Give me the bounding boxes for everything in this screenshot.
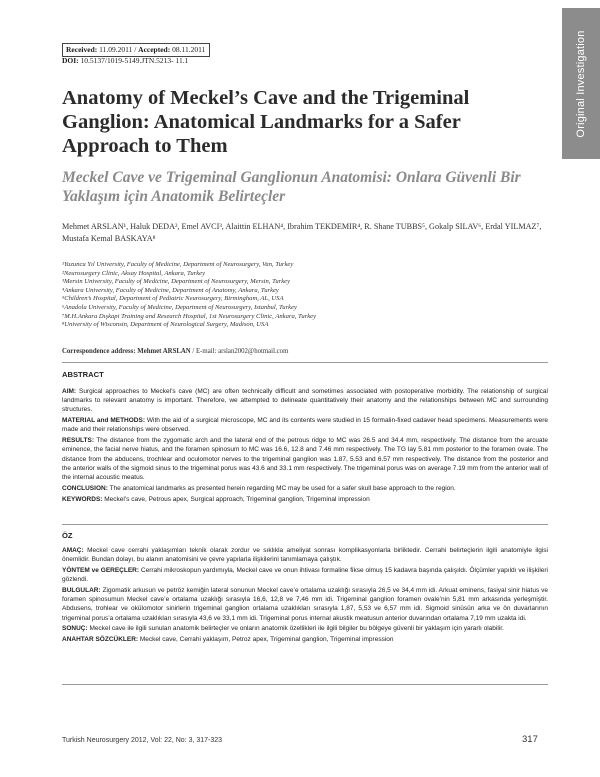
affiliation-item: ⁶Anadolu University, Faculty of Medicine, Department of Neurosurgery, Istanbul, Turkey (62, 303, 297, 311)
abstract-keywords: KEYWORDS: Meckel’s cave, Petrous apex, Surgical approach, Trigeminal ganglion, Trigeminal impression (62, 495, 370, 503)
accepted-label: Accepted: (138, 45, 171, 54)
section-tab (562, 8, 600, 159)
affiliation-item: ¹Yuzuncu Yıl University, Faculty of Medicine, Department of Neurosurgery, Van, Turkey (62, 261, 294, 268)
oz-body (62, 546, 548, 646)
affiliation-item: ⁵Children’s Hospital, Department of Pediatric Neurosurgery, Birmingham, AL, USA (62, 295, 284, 303)
abstract-aim: AIM: Surgical approaches to Meckel’s cave (MC) are often technically difficult and sometimes associated with postoperative morbidity. The relationship of surgical landmarks to relevant anatomy is important. Therefore, we attempted to delineate quantitatively their anatomy and the relationships between MC and surrounding structures. (62, 388, 548, 414)
oz-yontem: YÖNTEM ve GEREÇLER: Cerrahi mikroskopun yardımıyla, Meckel cave ve onun ihtivası formaline fikse olmuş 15 kadavra başında çalışıldı. Ölçümler yapıldı ve ilişkileri gözlendi. (62, 567, 548, 584)
divider (62, 362, 548, 363)
received-accepted-box: Received: 11.09.2011 / Accepted: 08.11.2011 (62, 43, 210, 57)
article-subtitle-turkish: Meckel Cave ve Trigeminal Ganglionun Anatomisi: Onlara Güvenli Bir Yaklaşım için Anatomik Belirteçler (62, 169, 521, 205)
received-date: 11.09.2011 (99, 45, 133, 54)
abstract-conclusion: CONCLUSION: The anatomical landmarks as presented herein regarding MC may be used for a safer skull base approach to the region. (62, 484, 456, 492)
doi-label: DOI: (62, 56, 79, 65)
divider (62, 684, 548, 685)
email-label: E-mail: (196, 348, 217, 355)
abstract-heading: ABSTRACT (62, 370, 104, 379)
oz-heading: ÖZ (62, 531, 73, 540)
doi-value[interactable]: 10.5137/1019-5149.JTN.5213- 11.1 (80, 56, 189, 65)
oz-anahtar: ANAHTAR SÖZCÜKLER: Meckel cave, Cerrahi yaklaşım, Petroz apex, Trigeminal ganglion, Trigeminal impression (62, 636, 394, 644)
doi-line (62, 56, 188, 65)
journal-citation: Turkish Neurosurgery 2012, Vol: 22, No: 3, 317-323 (62, 737, 223, 744)
correspondence-email[interactable]: arslan2002@hotmail.com (218, 348, 289, 355)
affiliation-item: ⁸University of Wisconsin, Department of Neurological Surgery, Madison, USA (62, 321, 269, 329)
correspondence-line: Correspondence address: Mehmet ARSLAN / E-mail: arslan2002@hotmail.com (62, 348, 289, 355)
correspondence-label: Correspondence address: (62, 348, 136, 355)
abstract-body (62, 387, 548, 505)
divider (62, 524, 548, 525)
affiliation-item: ⁴Ankara University, Faculty of Medicine, Department of Anatomy, Ankara, Turkey (62, 286, 279, 294)
article-title: Anatomy of Meckel’s Cave and the Trigeminal Ganglion: Anatomical Landmarks for a Safer Approach to Them (62, 87, 470, 157)
affiliation-item: ²Neurosurgery Clinic, Aksay Hospital, Ankara, Turkey (62, 269, 205, 277)
oz-bulgular: BULGULAR: Zigomatik arkusun ve petröz kemiğin lateral sonunun Meckel cave’e ortalama uzaklığı sırasıyla 26,5 ve 34,4 mm idi. Arkuat eminens, fasiyal sinir hiatus ve foramen spinosumun Meckel cave’e ortalama uzaklığı sırasıyla 16,6, 12,8 ve 7,46 mm idi. Trigeminal ganglion foramen ovale’nin 5,81 mm arkasında yerleşmiştir. Abdusens, trohlear ve okülomotor sinirlerin trigeminal ganglion ortalama uzaklıkları sırasıyla 1,87, 5,53 ve 6,57 mm idi. Sigmoid sinüsün arka ve ön duvarlarının trigeminal porus’a ortalama uzaklıkları sırasıyla 43,6 ve 33,1 mm idi. Trigeminal porus internal akustik meatusun anterior duvarından ortalama 7,19 mm uzakta idi. (62, 587, 548, 622)
oz-sonuc: SONUÇ: Meckel cave ile ilgili sunulan anatomik belirteçler ve onların anatomik özellikleri ile ilgili bilgiler bu bölgeye güvenli bir yaklaşım için yararlı olabilir. (62, 625, 504, 633)
correspondence-name: Mehmet ARSLAN (137, 348, 191, 355)
page-number: 317 (522, 734, 538, 745)
received-label: Received: (66, 45, 98, 54)
author-list: Mehmet ARSLAN¹, Haluk DEDA², Emel AVCI³, Alaittin ELHAN⁴, Ibrahim TEKDEMIR⁴, R. Shane TUBBS⁵, Gokalp SILAV⁶, Erdal YILMAZ⁷, Mustafa Kemal BASKAYA⁸ (62, 222, 542, 243)
affiliation-item: ⁷M.H.Ankara Dışkapi Training and Research Hospital, 1st Neurosurgery Clinic, Ankara, Turkey (62, 312, 316, 320)
affiliation-item: ³Mersin University, Faculty of Medicine, Department of Neurosurgery, Mersin, Turkey (62, 278, 291, 286)
accepted-date: 08.11.2011 (172, 45, 206, 54)
abstract-methods: MATERIAL and METHODS: With the aid of a surgical microscope, MC and its contents were studied in 15 formalin-fixed cadaver head specimens. Measurements were made and their relationships were observed. (62, 417, 548, 434)
section-tab-label: Original Investigation (575, 29, 587, 138)
affiliation-list (62, 261, 542, 330)
abstract-results: RESULTS: The distance from the zygomatic arch and the lateral end of the petrous ridge to MC was 26.5 and 34.4 mm, respectively. The distance from the arcuate eminence, the facial nerve hiatus, and the foramen spinosum to MC was 16.6, 12.8 and 7.46 mm respectively. The TG lay 5.81 mm posterior to the foramen ovale. The distance from the abducens, trochlear and oculomotor nerves to the trigeminal ganglion was 1.87, 5.53 and 6.57 mm respectively. The distance from the posterior and the anterior walls of the sigmoid sinus to the trigeminal porus was 43.6 and 33.1 mm respectively. The trigeminal porus was on average 7.19 mm from the anterior wall of the internal acoustic meatus. (62, 437, 548, 482)
oz-amac: AMAÇ: Meckel cave cerrahi yaklaşımları teknik olarak zordur ve sıklıkla ameliyat sonrası komplikasyonlarla birliktedir. Cerrahi belirteçlerin ilgili anatomiyle ilgisi önemlidir. Bundan dolayı, bu alanın anatomisini ve çevre yapılarla ilişkilerini tanımlamaya çalıştık. (62, 547, 548, 564)
